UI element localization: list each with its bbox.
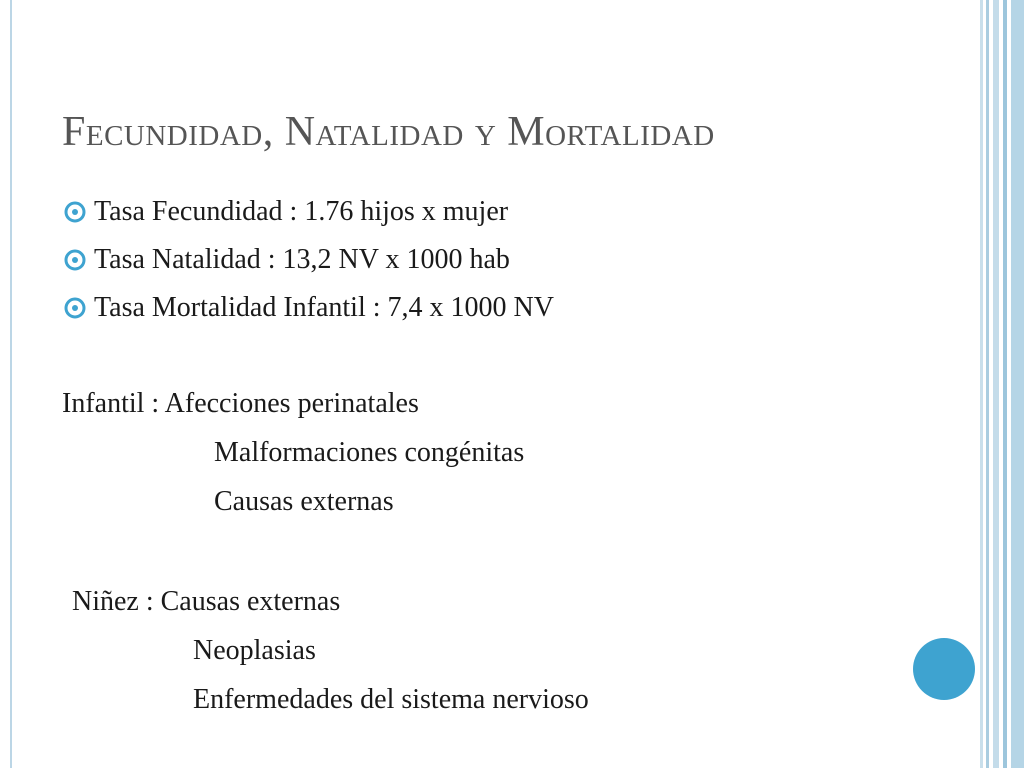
bullet-circle-icon (62, 199, 88, 225)
bullet-list (62, 188, 554, 332)
bullet-item (62, 284, 554, 332)
bullet-text: Tasa Fecundidad : 1.76 hijos x mujer (94, 196, 509, 227)
right-bar-3 (993, 0, 999, 768)
ninez-heading: Niñez : Causas externas (72, 586, 341, 617)
infantil-heading: Infantil : Afecciones perinatales (62, 388, 419, 419)
right-bar-2 (986, 0, 989, 768)
frame-line-left (10, 0, 12, 768)
bullet-item (62, 188, 554, 236)
bullet-circle-icon (62, 295, 88, 321)
right-bar-4 (1003, 0, 1007, 768)
accent-circle (913, 638, 975, 700)
ninez-cause: Enfermedades del sistema nervioso (193, 684, 589, 715)
slide-title: Fecundidad, Natalidad y Mortalidad (62, 109, 715, 155)
bullet-text: Tasa Natalidad : 13,2 NV x 1000 hab (94, 244, 510, 275)
bullet-circle-icon (62, 247, 88, 273)
infantil-cause: Causas externas (214, 486, 394, 517)
right-bar-5 (1011, 0, 1024, 768)
bullet-item (62, 236, 554, 284)
right-decorative-bars (980, 0, 1024, 768)
bullet-text: Tasa Mortalidad Infantil : 7,4 x 1000 NV (94, 292, 554, 323)
infantil-cause: Malformaciones congénitas (214, 437, 525, 468)
right-bar-1 (980, 0, 983, 768)
ninez-cause: Neoplasias (193, 635, 316, 666)
